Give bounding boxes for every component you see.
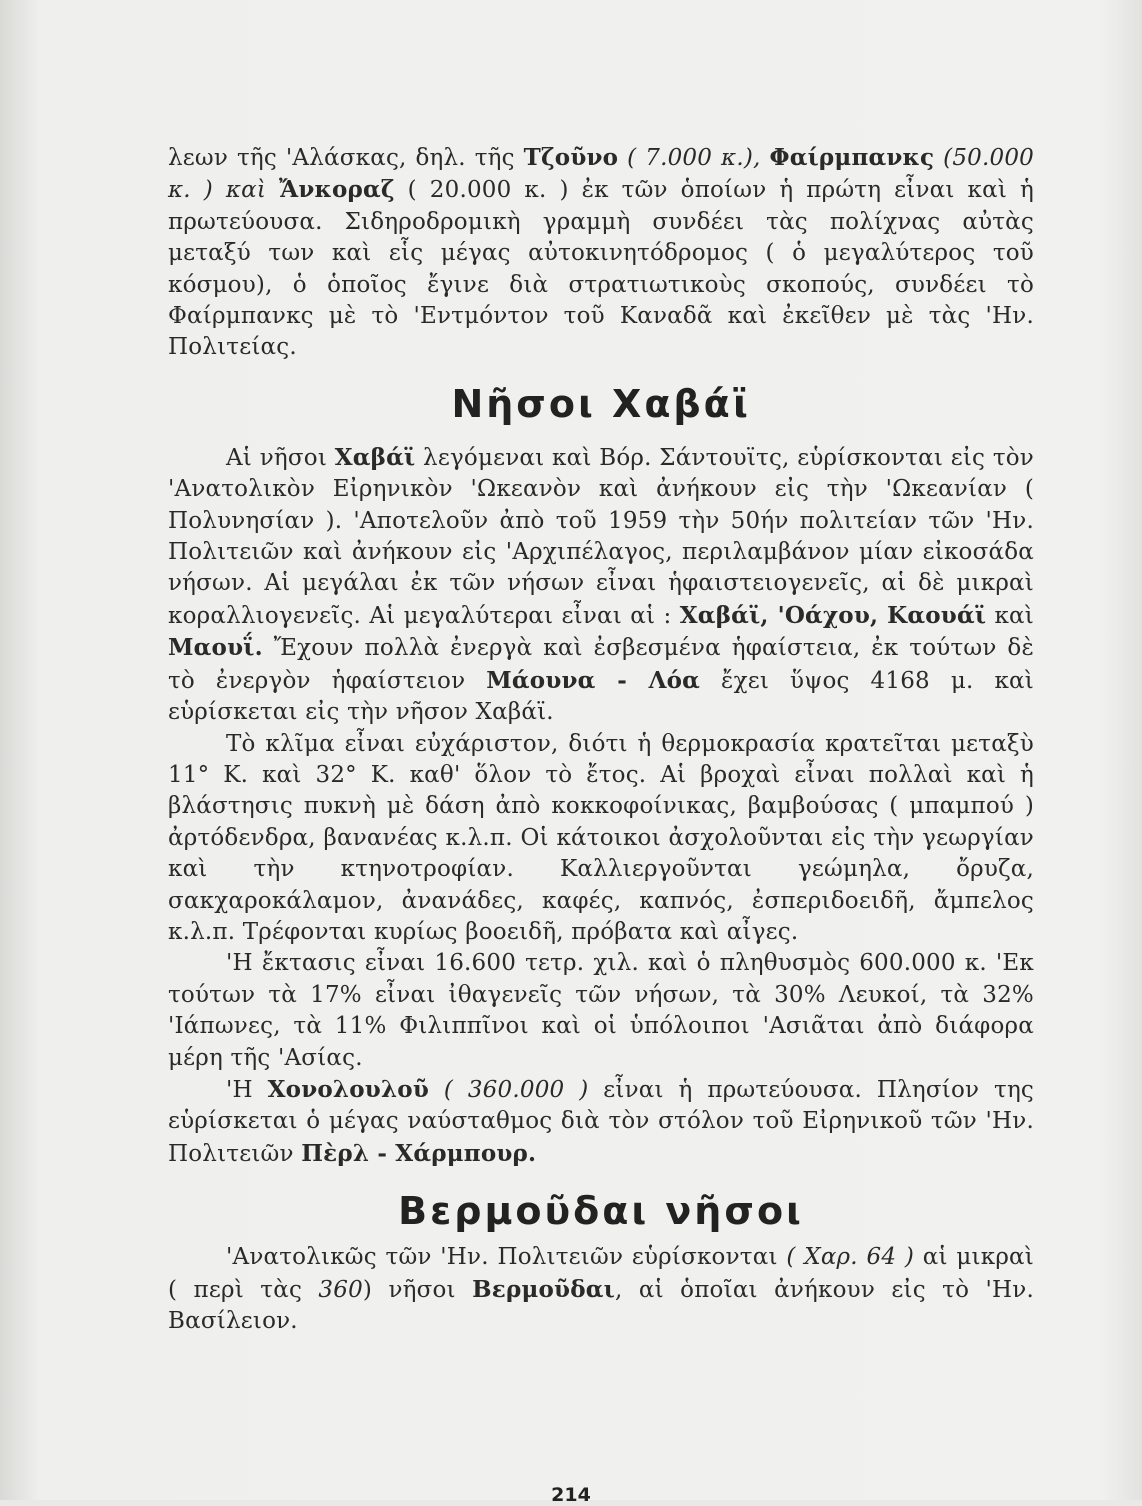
text-span: καὶ — [986, 602, 1034, 629]
text-span: Αἱ νῆσοι — [226, 444, 335, 471]
text-span: ( 20.000 κ. ) ἐκ τῶν ὁποίων ἡ πρώτη εἶναι καὶ ἡ πρωτεύουσα. Σιδηροδρομικὴ γραμμὴ συνδέει τὰς πολίχνας αὐτὰς μεταξύ των καὶ εἷς μέγας αὐτοκινητόδρομος ( ὁ μεγαλύτερος τοῦ κόσμου), ὁ ὁποῖος ἔγινε διὰ στρατιωτικοὺς σκοπούς, συνδέει τὸ Φαίρμπανκς μὲ τὸ 'Εντμόντον τοῦ Καναδᾶ καὶ ἐκεῖθεν μὲ τὰς 'Ην. Πολιτείας. — [168, 177, 1034, 361]
text-span: ( 7.000 κ.), — [618, 145, 770, 171]
city-fairbanks: Φαίρμπανκς — [769, 144, 935, 171]
text-span: 'Ανατολικῶς τῶν 'Ην. Πολιτειῶν εὑρίσκονται — [226, 1244, 787, 1271]
italic-term: ( 360.000 ) — [428, 1076, 589, 1103]
hawaii-heading: Νῆσοι Χαβάϊ — [451, 381, 751, 426]
bold-term: Χονολουλοῦ — [267, 1075, 429, 1103]
text-span: ἔχει ὕψος 4168 μ. καὶ εὑρίσκεται εἰς τὴν νῆσον Χαβάϊ. — [168, 667, 1034, 726]
alaska-paragraph — [168, 142, 1034, 364]
bold-term: Πὲρλ - Χάρμπουρ. — [301, 1139, 537, 1167]
hawaii-paragraph-2: Τὸ κλῖμα εἶναι εὐχάριστον, διότι ἡ θερμοκρασία κρατεῖται μεταξὺ 11° Κ. καὶ 32° Κ. καθ' ὅλον τὸ ἔτος. Αἱ βροχαὶ εἶναι πολλαὶ καὶ ἡ βλάστησις πυκνὴ μὲ δάση ἀπὸ κοκκοφοίνικας, βαμβούσας ( μπαμπού ) ἀρτόδενδρα, βανανέας κ.λ.π. Οἱ κάτοικοι ἀσχολοῦνται εἰς τὴν γεωργίαν καὶ τὴν κτηνοτροφίαν. Καλλιεργοῦνται γεώμηλα, ὄρυζα, σακχαροκάλαμον, ἀνανάδες, καφές, καπνός, ἐσπεριδοειδῆ, ἄμπελος κ.λ.π. Τρέφονται κυρίως βοοειδῆ, πρόβατα καὶ αἶγες. — [168, 730, 1034, 945]
bold-term: Χαβάϊ, 'Οάχου, Καουάϊ — [679, 601, 987, 629]
bermuda-heading: Βερμοῦδαι νῆσοι — [398, 1189, 804, 1234]
text-span: (50.000 κ. ) καὶ — [168, 145, 1034, 204]
italic-term: ( Χαρ. 64 ) — [786, 1244, 915, 1271]
hawaii-paragraph-1 — [168, 442, 1034, 729]
text-span: λεων τῆς 'Αλάσκας, δηλ. τῆς — [168, 145, 524, 171]
text-span: εἶναι ἡ πρωτεύουσα. Πλησίον της εὑρίσκεται ὁ μέγας ναύσταθμος διὰ τὸν στόλον τοῦ Εἰρηνικοῦ τῶν 'Ην. Πολιτειῶν — [168, 1076, 1035, 1167]
page-text-column — [168, 142, 1034, 1337]
text-span: ) νῆσοι — [362, 1276, 473, 1303]
hawaii-paragraph-3: 'Η ἔκτασις εἶναι 16.600 τετρ. χιλ. καὶ ὁ πληθυσμὸς 600.000 κ. 'Εκ τούτων τὰ 17% εἶναι ἰθαγενεῖς τῶν νήσων, τὰ 30% Λευκοί, τὰ 32% 'Ιάπωνες, τὰ 11% Φιλιππῖνοι καὶ οἱ ὑπόλοιποι 'Ασιᾶται ἀπὸ διάφορα μέρη τῆς 'Ασίας. — [168, 950, 1034, 1071]
italic-term: 360 — [318, 1276, 363, 1303]
city-juneau: Τζοῦνο — [523, 144, 619, 171]
text-span: 'Η — [226, 1076, 268, 1103]
text-span: αἱ μικραὶ ( περὶ τὰς — [168, 1244, 1034, 1303]
bold-term: Μαουΐ. — [168, 634, 263, 662]
city-anchorage: Ἄνκοραζ — [279, 176, 395, 204]
text-span: λεγόμεναι καὶ Βόρ. Σάντουϊτς, εὑρίσκονται εἰς τὸν 'Ανατολικὸν Εἰρηνικὸν 'Ωκεανὸν καὶ ἀνήκουν εἰς τὴν 'Ωκεανίαν ( Πολυνησίαν ). 'Αποτελοῦν ἀπὸ τοῦ 1959 τὴν 50ήν πολιτείαν τῶν 'Ην. Πολιτειῶν καὶ ἀνήκουν εἰς 'Αρχιπέλαγος, περιλαμβάνον μίαν εἰκοσάδα νήσων. Αἱ μεγάλαι ἐκ τῶν νήσων εἶναι ἡφαιστειογενεῖς, αἱ δὲ μικραὶ κοραλλιογενεῖς. Αἱ μεγαλύτεραι εἶναι αἱ : — [168, 444, 1034, 629]
bold-term: Μάουνα - Λόα — [486, 666, 701, 694]
text-span: , αἱ ὁποῖαι ἀνήκουν εἰς τὸ 'Ην. Βασίλειον. — [168, 1276, 1034, 1334]
text-span: Ἔχουν πολλὰ ἐνεργὰ καὶ ἐσβεσμένα ἡφαίστεια, ἐκ τούτων δὲ τὸ ἐνεργὸν ἡφαίστειον — [168, 635, 1034, 694]
bermuda-paragraph — [168, 1242, 1034, 1337]
bold-term: Χαβάϊ — [334, 443, 416, 471]
hawaii-paragraph-4 — [168, 1074, 1034, 1170]
page-number: 214 — [551, 1484, 591, 1506]
bold-term: Βερμοῦδαι — [472, 1275, 615, 1303]
